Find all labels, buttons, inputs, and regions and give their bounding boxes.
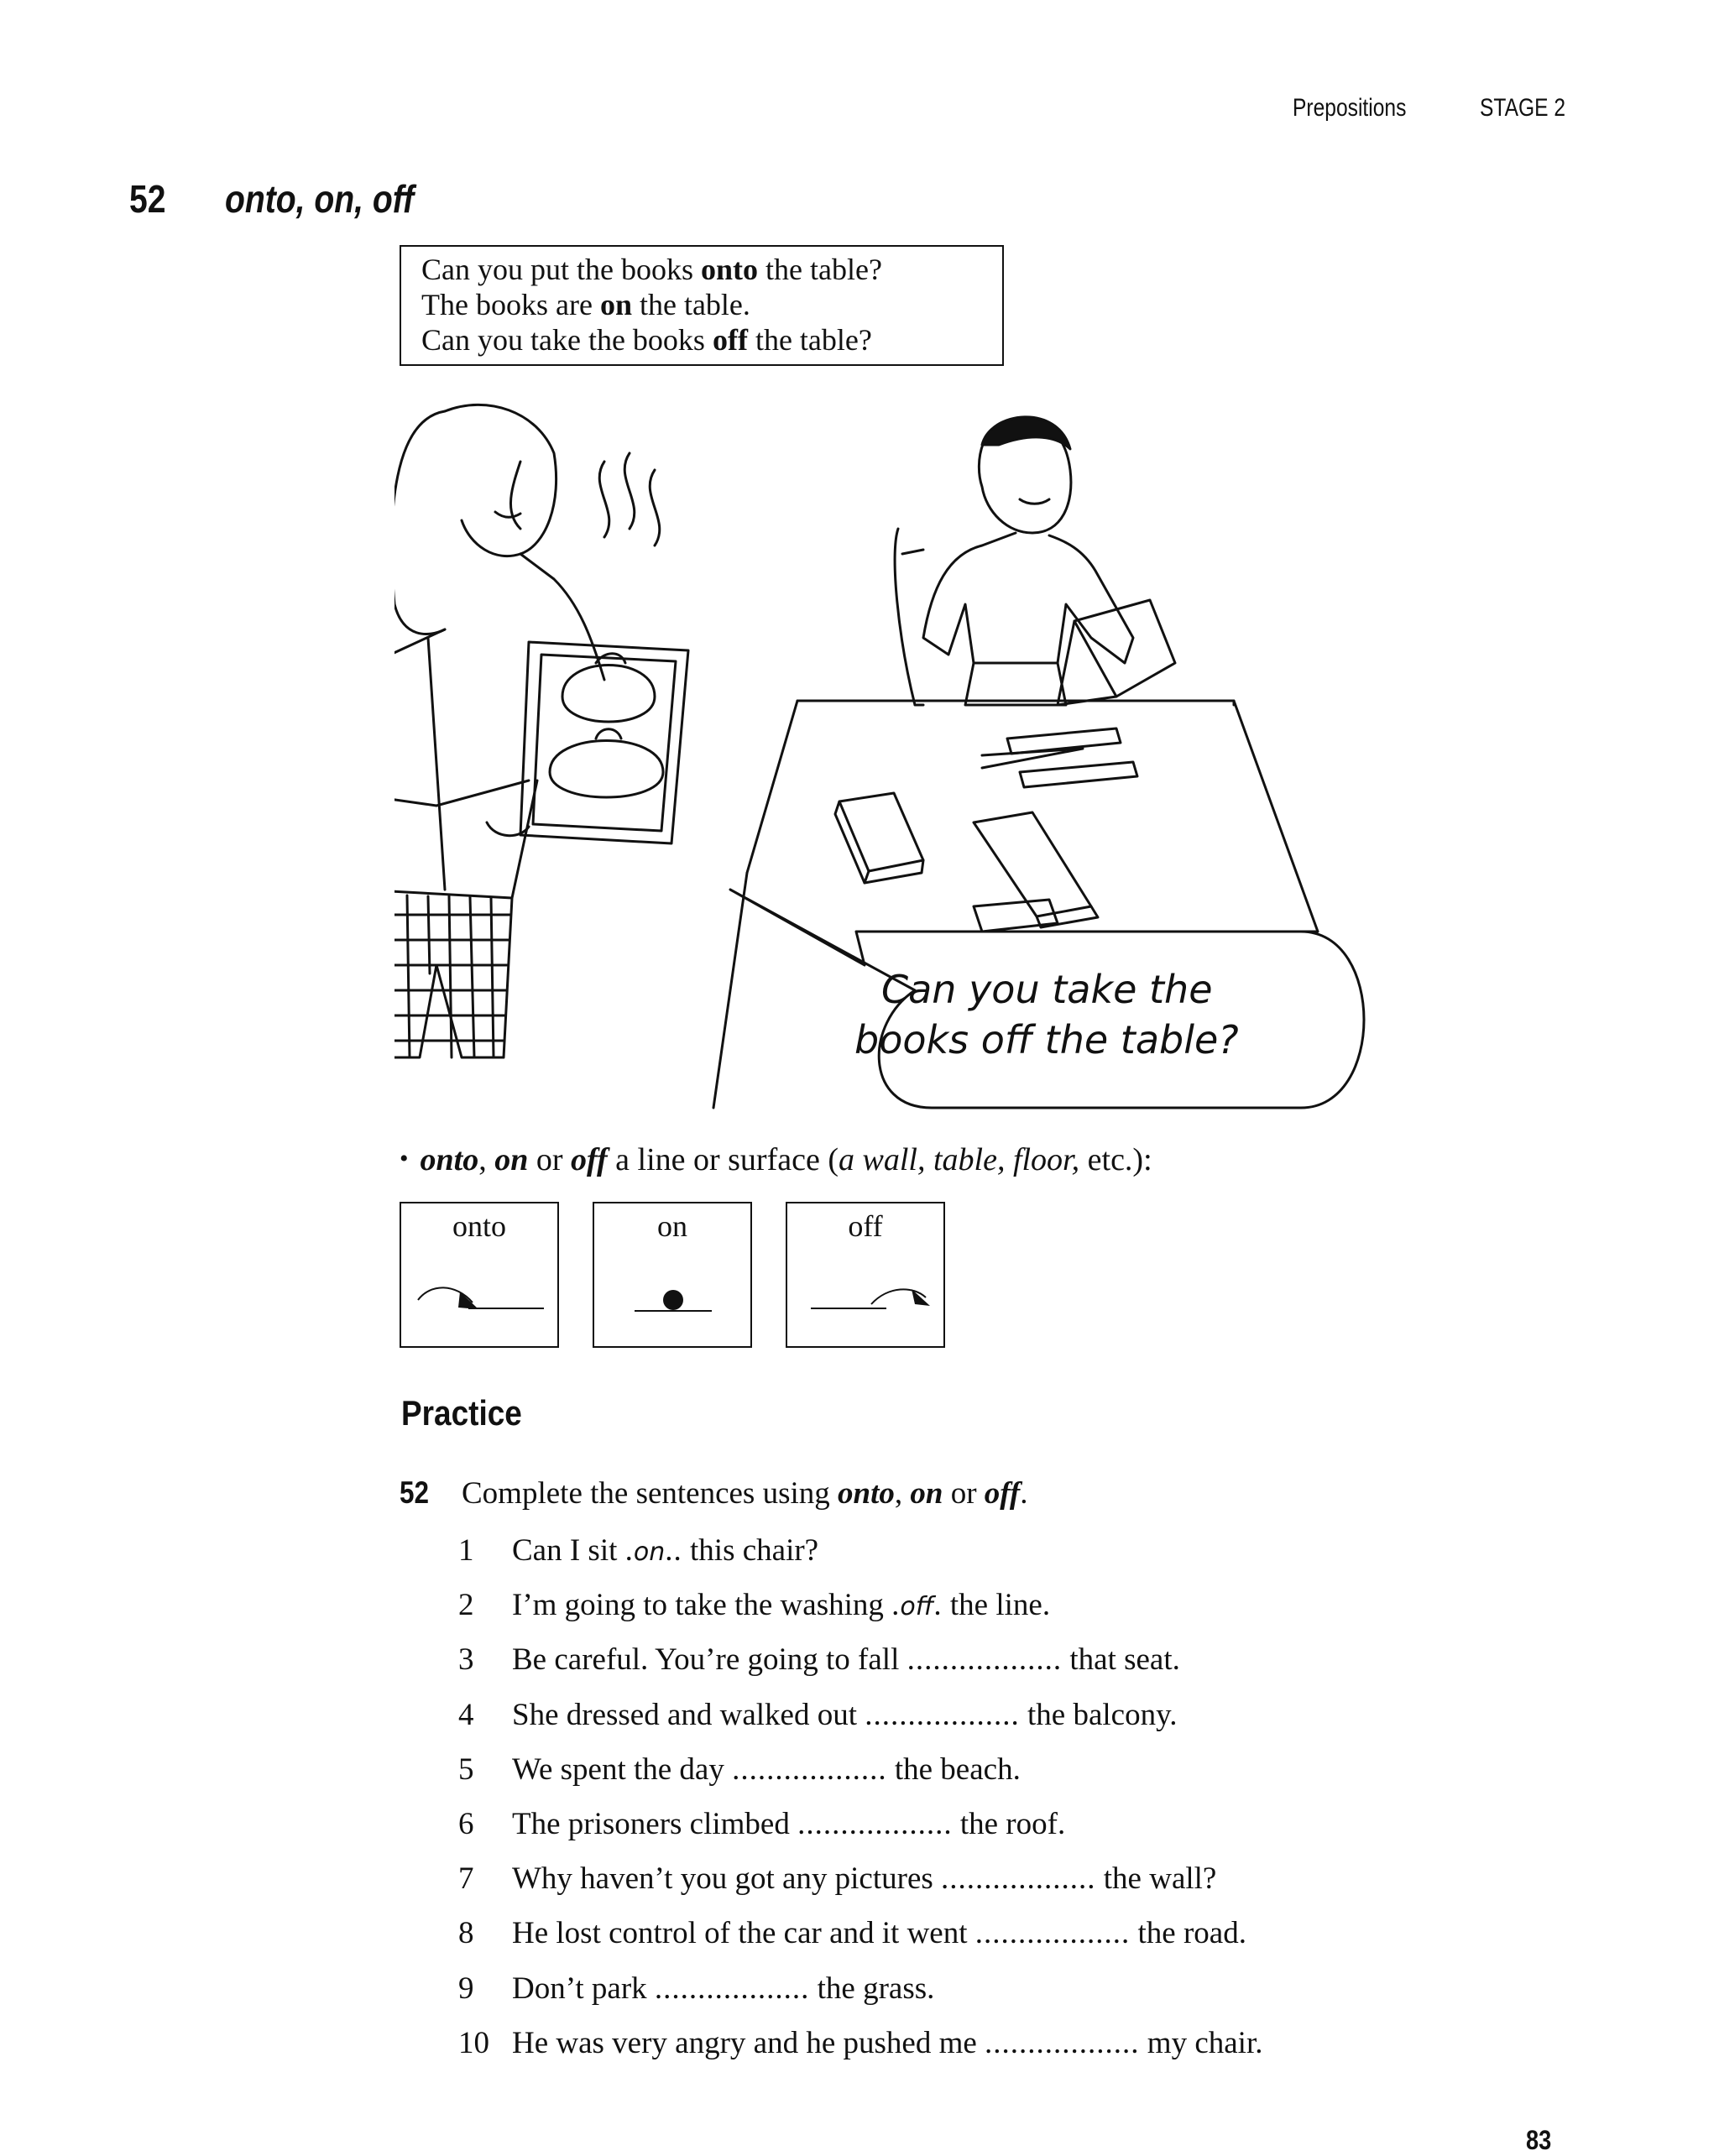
illustration [394,386,1435,1125]
item-text: the line. [942,1588,1051,1623]
onto-arrow-icon [401,1203,561,1349]
answer-blank[interactable]: .................. [941,1861,1096,1897]
example-text: Can you take the books [421,323,713,357]
exercise-intro-text: or [943,1476,985,1511]
exercise-list [458,1532,1262,2079]
example-sentence [421,287,1002,322]
bullet: • [400,1145,409,1172]
boy-illustration [895,417,1175,705]
exercise-word-on: on [910,1476,943,1511]
item-text: Can I sit [512,1533,625,1568]
item-text: the roof. [952,1806,1066,1841]
answer-blank[interactable]: .................. [797,1806,953,1841]
books-illustration [835,728,1137,932]
rule-examples: a wall, table, floor, [839,1142,1080,1177]
example-text: the table. [631,288,750,321]
item-text: Don’t park [512,1971,655,2006]
item-text: Why haven’t you got any pictures [512,1861,942,1897]
item-text: She dressed and walked out [512,1697,865,1732]
item-text: We spent the day [512,1751,733,1787]
off-arrow-icon [787,1203,947,1349]
practice-heading-text: Practice [401,1393,522,1433]
answer-blank: . [624,1533,634,1568]
exercise-word-onto: onto [838,1476,895,1511]
item-number: 3 [458,1642,474,1678]
answer-blank[interactable]: .................. [985,2025,1140,2060]
rule-text: a line or surface ( [607,1142,839,1177]
running-head-stage: STAGE 2 [1480,94,1566,122]
answer-blank: . [891,1588,901,1623]
woman-illustration [394,405,688,1057]
exercise-item [458,2024,1262,2079]
item-number: 8 [458,1916,474,1951]
answer-blank[interactable]: .................. [974,1916,1131,1951]
answer-blank[interactable]: .................. [907,1642,1063,1678]
item-number: 9 [458,1971,474,2006]
exercise-intro-text: Complete the sentences using [462,1476,839,1511]
example-sentence [421,252,1002,287]
answer-handwritten: on [633,1537,666,1567]
speech-bubble-line1: Can you take the [881,967,1213,1012]
exercise-item [458,1805,1262,1860]
answer-blank[interactable]: .................. [654,1971,810,2006]
diagram-off [786,1202,945,1348]
exercise-number: 52 [400,1475,429,1510]
diagram-on [593,1202,752,1348]
answer-blank[interactable]: .................. [865,1697,1020,1732]
example-text: the table? [747,323,872,357]
unit-number: 52 [129,177,166,221]
rule-word-onto: onto [420,1142,479,1177]
exercise-item [458,1586,1262,1641]
answer-handwritten: off [900,1592,934,1622]
example-sentence [421,322,1002,358]
item-text: Be careful. You’re going to fall [512,1642,907,1678]
diagram-label: off [848,1209,883,1243]
rule-line [400,1141,1152,1178]
item-text: the balcony. [1019,1697,1178,1732]
running-head-topic: Prepositions [1293,94,1407,122]
item-text: the grass. [809,1971,935,2006]
example-keyword: onto [700,253,758,286]
example-text: The books are [421,288,600,321]
exercise-word-off: off [984,1476,1021,1511]
practice-heading [401,1393,538,1433]
unit-title: onto, on, off [224,177,415,221]
answer-blank[interactable]: .................. [732,1751,887,1787]
item-text: the beach. [886,1751,1021,1787]
exercise-intro-text: . [1020,1476,1028,1511]
item-number: 10 [458,2025,489,2060]
exercise-item [458,1751,1262,1805]
item-number: 1 [458,1533,474,1568]
running-head [1293,94,1585,123]
exercise-item [458,1641,1262,1695]
unit-heading [129,176,447,222]
diagram-label: onto [452,1209,506,1243]
item-text: I’m going to take the washing [512,1588,892,1623]
item-text: my chair. [1139,2025,1263,2060]
item-text: the road. [1130,1916,1246,1951]
rule-text: , [478,1142,495,1177]
page-number [1526,2125,1556,2156]
example-keyword: on [599,288,632,321]
diagram-label: on [657,1209,687,1243]
exercise-item [458,1532,1262,1586]
rule-text: or [528,1142,572,1177]
speech-bubble-line2: books off the table? [854,1017,1239,1062]
rule-text: etc.): [1079,1142,1152,1177]
item-number: 4 [458,1697,474,1732]
item-text: The prisoners climbed [512,1806,798,1841]
page-number-text: 83 [1526,2125,1552,2155]
rule-word-off: off [571,1142,608,1177]
example-keyword: off [712,323,748,357]
exercise-item [458,1914,1262,1969]
example-text: Can you put the books [421,253,701,286]
example-text: the table? [758,253,882,286]
item-number: 2 [458,1588,474,1623]
item-text: this chair? [682,1533,819,1568]
rule-word-on: on [494,1142,529,1177]
exercise-intro-text: , [894,1476,911,1511]
item-text: He lost control of the car and it went [512,1916,975,1951]
item-text: He was very angry and he pushed me [512,2025,985,2060]
item-number: 7 [458,1861,474,1897]
on-dot-icon [594,1203,754,1349]
example-box [400,245,1004,366]
answer-blank: . [933,1588,943,1623]
item-text: the wall? [1095,1861,1217,1897]
exercise-item [458,1970,1262,2024]
diagram-onto [400,1202,559,1348]
exercise-item [458,1860,1262,1914]
item-number: 5 [458,1751,474,1787]
item-number: 6 [458,1806,474,1841]
answer-blank: .. [665,1533,682,1568]
item-text: that seat. [1062,1642,1180,1678]
exercise-item [458,1696,1262,1751]
exercise-intro [400,1475,1028,1511]
